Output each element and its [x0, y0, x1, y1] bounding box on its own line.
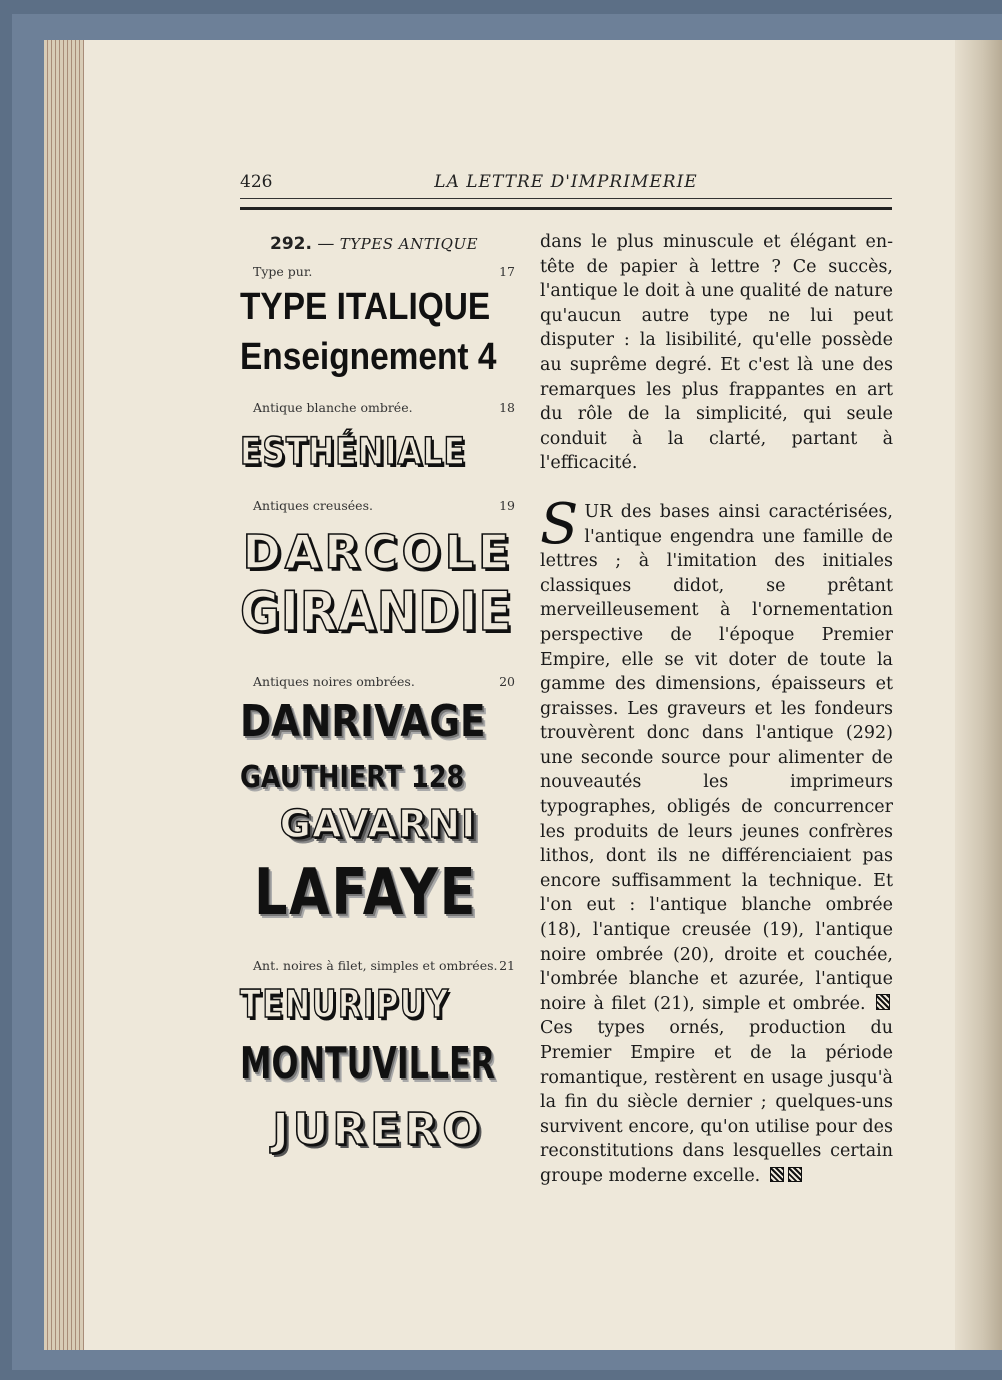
caption-ant-noires-filet	[253, 958, 515, 976]
paragraph-2	[540, 491, 893, 1189]
specimen-danrivage: DANRIVAGE	[240, 696, 486, 747]
caption-text: Antique blanche ombrée.	[253, 400, 413, 415]
specimen-esthenale: ESTHÉNIALE	[240, 430, 466, 473]
paragraph-2-continuation: Ces types ornés, production du Premier Empire et de la période romantique, restèrent en usage jusqu'à la fin du siècle dernier ; quelques-uns survivent encore, qu'on utilise pour des reconstitutions dans lesquelles certain groupe moderne excelle.	[540, 1018, 893, 1186]
page-gutter-shadow	[955, 40, 1002, 1350]
caption-number: 17	[499, 264, 515, 279]
caption-number: 18	[499, 400, 515, 415]
specimen-girandie: GIRANDIE	[240, 580, 513, 643]
caption-text: Antiques creusées.	[253, 498, 373, 513]
caption-text: Type pur.	[253, 264, 313, 279]
specimen-jurero: JURERO	[272, 1104, 484, 1155]
caption-type-pur	[253, 264, 515, 282]
caption-text: Antiques noires ombrées.	[253, 674, 415, 689]
running-head	[240, 168, 892, 196]
caption-number: 21	[499, 958, 515, 973]
specimen-gauthiert: GAUTHIERT 128	[240, 760, 465, 795]
caption-number: 20	[499, 674, 515, 689]
specimen-type-italique: TYPE ITALIQUE	[240, 286, 491, 328]
specimen-lafaye: LAFAYE	[254, 856, 478, 930]
section-heading	[270, 234, 478, 254]
page-edges	[44, 40, 84, 1350]
end-ornament-icon	[788, 1167, 802, 1182]
paragraph-2-text: UR des bases ainsi caractérisées, l'antique engendra une famille de lettres ; à l'imitation des initiales classiques didot, se prêtant merveilleusement à l'ornementation perspective de l'époque Premier Empire, elle se vit doter de toute la gamme des dimensions, épaisseurs et graisses. Les graveurs et les fondeurs trouvèrent donc dans l'antique (292) une seconde source pour alimenter de nouveautés les imprimeurs typographes, obligés de concurrencer les produits de leurs jeunes confrères lithos, dont ils ne différenciaient pas encore suffisamment la technique. Et l'on eut : l'antique blanche ombrée (18), l'antique creusée (19), l'antique noire ombrée (20), droite et couchée, l'ombrée blanche et azurée, l'antique noire à filet (21), simple et ombrée.	[540, 501, 893, 1014]
fleuron-icon	[876, 994, 890, 1010]
section-dash: —	[317, 234, 335, 254]
caption-number: 19	[499, 498, 515, 513]
specimen-enseignement: Enseignement 4	[240, 336, 497, 378]
specimen-gavarni: GAVARNI	[279, 802, 477, 846]
end-ornament-icon	[770, 1167, 784, 1182]
page-number: 426	[240, 172, 273, 192]
specimen-tenuripuy: TENURIPUY	[240, 982, 450, 1026]
body-text-column	[540, 230, 893, 1189]
paragraph-1: dans le plus minuscule et élégant en-tête de papier à lettre ? Ce succès, l'antique le doit à une qualité de nature qu'aucun autre type ne lui peut disputer : la lisibilité, qu'elle possède au suprême degré. Et c'est là une des remarques les plus frappantes en art du rôle de la simplicité, qui seule conduit à la clarté, partant à l'efficacité.	[540, 232, 893, 474]
specimen-montuviller: MONTUVILLER	[240, 1038, 496, 1089]
drop-cap: S	[540, 491, 579, 557]
running-title: LA LETTRE D'IMPRIMERIE	[434, 172, 698, 192]
caption-antiques-noires	[253, 674, 515, 692]
header-rule	[240, 198, 892, 210]
caption-antique-blanche	[253, 400, 515, 418]
caption-text: Ant. noires à filet, simples et ombrées.	[253, 958, 498, 973]
caption-antiques-creusees	[253, 498, 515, 516]
section-title: TYPES ANTIQUE	[339, 235, 479, 253]
specimen-darcole: DARCOLE	[242, 525, 514, 579]
section-number: 292.	[270, 234, 312, 254]
